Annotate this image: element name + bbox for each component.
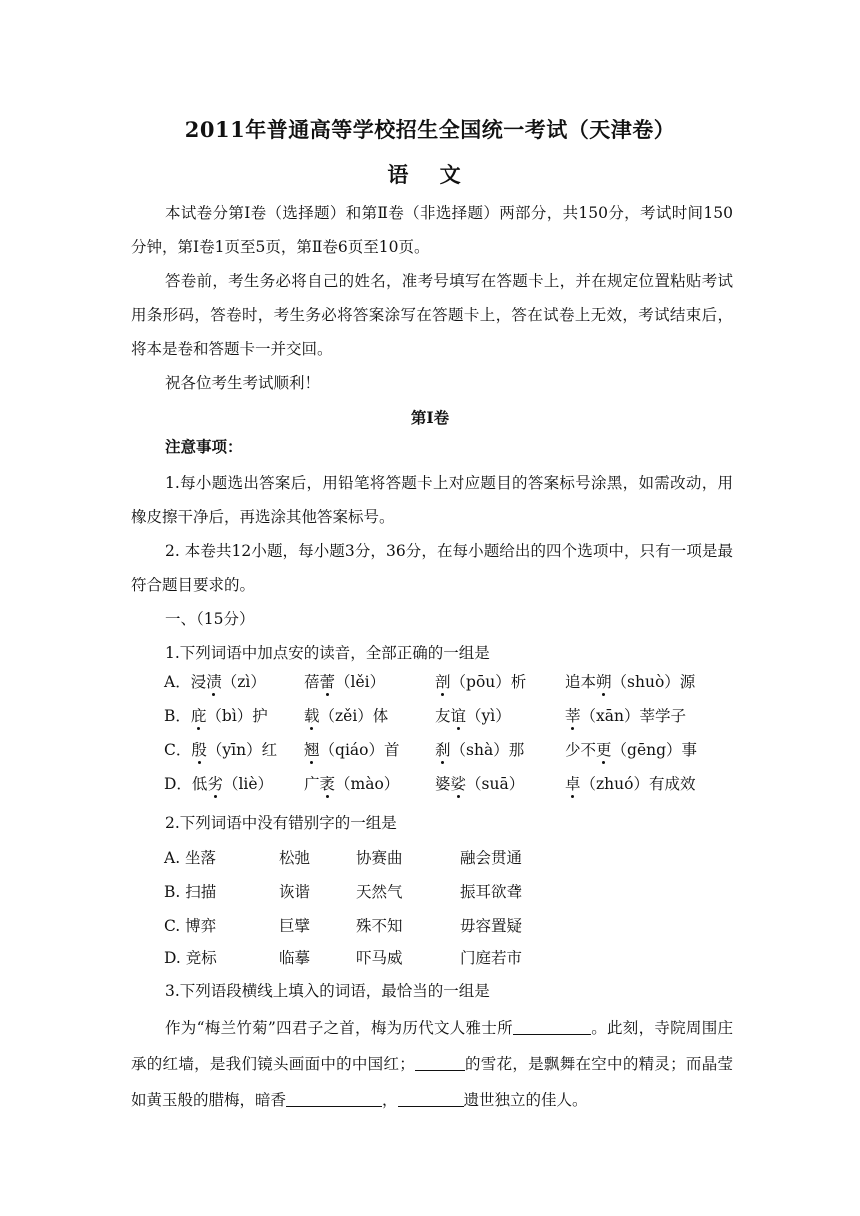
q1-option-d-item-3: 婆娑（suā） — [435, 775, 525, 793]
q2-option-a-word-4: 融会贯通 — [460, 849, 523, 867]
q1-option-c-item-4: 少不更（gēng）事 — [565, 741, 698, 759]
q2-option-c-word-4: 毋容置疑 — [460, 917, 523, 935]
q1-option-d-item-1: D．低劣（liè） — [164, 775, 274, 793]
q3-passage-part-2: 。此刻，寺院周围庄承的红墙，是我们镜头画面中的中国红； — [131, 1019, 733, 1073]
section-title: 第Ⅰ卷 — [410, 408, 450, 427]
q2-option-d-word-3: 吓马威 — [356, 949, 403, 967]
q1-option-c-item-2: 翘（qiáo）首 — [304, 741, 400, 759]
q1-option-c-item-1: C．殷（yīn）红 — [164, 741, 278, 759]
subject-heading: 语 文 — [387, 162, 473, 187]
q1-option-d-item-2: 广袤（mào） — [304, 775, 400, 793]
q1-option-a-item-1: A．浸渍（zì） — [164, 673, 266, 691]
q3-blank-1 — [513, 1018, 591, 1035]
part-one-heading: 一、（15分） — [165, 610, 255, 628]
intro-paragraph-3: 祝各位考生考试顺利！ — [165, 374, 321, 392]
q3-passage-part-1: 作为“梅兰竹菊”四君子之首，梅为历代文人雅士所 — [165, 1019, 513, 1037]
q1-option-a-item-2: 蓓蕾（lěi） — [304, 673, 386, 691]
q1-option-d-item-4: 卓（zhuó）有成效 — [565, 775, 696, 793]
notice-item-2: 2. 本卷共12小题，每小题3分，36分，在每小题给出的四个选项中，只有一项是最符合题目要求的。 — [131, 542, 733, 594]
q1-option-b-item-1: B．庇（bì）护 — [164, 707, 268, 725]
q3-blank-3 — [286, 1090, 382, 1107]
exam-title: 2011年普通高等学校招生全国统一考试（天津卷） — [184, 117, 676, 142]
q3-blank-4 — [398, 1090, 464, 1107]
q1-option-b-item-2: 载（zěi）体 — [304, 707, 389, 725]
q2-option-c-word-2: 巨擘 — [279, 917, 311, 935]
q1-option-b-item-4: 莘（xān）莘学子 — [565, 707, 686, 725]
notice-heading: 注意事项： — [165, 437, 243, 456]
q2-stem: 2.下列词语中没有错别字的一组是 — [165, 814, 397, 832]
q2-option-b-word-2: 诙谐 — [279, 883, 311, 901]
q3-passage — [131, 1010, 733, 1118]
q2-option-d-word-2: 临摹 — [279, 949, 311, 967]
q2-option-c-label: C. 博弈 — [164, 917, 217, 935]
q2-option-a-word-2: 松弛 — [279, 849, 311, 867]
q2-option-a-word-3: 协赛曲 — [356, 849, 403, 867]
q2-option-b-word-3: 天然气 — [356, 883, 403, 901]
intro-paragraph-2: 答卷前，考生务必将自己的姓名，准考号填写在答题卡上，并在规定位置粘贴考试用条形码，答卷时，考生务必将答案涂写在答题卡上，答在试卷上无效，考试结束后，将本是卷和答题卡一并交回。 — [131, 272, 733, 358]
q1-option-a-item-3: 剖（pōu）析 — [435, 673, 527, 691]
q2-option-a-label: A. 坐落 — [164, 849, 217, 867]
q2-option-d-label: D. 竞标 — [164, 949, 217, 967]
q1-option-b-item-3: 友谊（yì） — [435, 707, 511, 725]
q2-option-b-label: B. 扫描 — [164, 883, 217, 901]
notice-item-1: 1.每小题选出答案后，用铅笔将答题卡上对应题目的答案标号涂黑，如需改动，用橡皮擦干净后，再选涂其他答案标号。 — [131, 474, 733, 526]
q3-blank-2 — [415, 1054, 465, 1071]
q3-stem: 3.下列语段横线上填入的词语，最恰当的一组是 — [165, 982, 490, 1000]
q3-passage-part-4: ， — [382, 1091, 398, 1109]
q2-option-b-word-4: 振耳欲聋 — [460, 883, 523, 901]
q3-passage-part-5: 遗世独立的佳人。 — [463, 1091, 588, 1109]
q3-passage-part-3: 的雪花，是飘舞在空中的精灵；而晶莹如黄玉般的腊梅，暗香 — [131, 1055, 733, 1109]
intro-paragraph-1: 本试卷分第Ⅰ卷（选择题）和第Ⅱ卷（非选择题）两部分，共150分，考试时间150分钟，第Ⅰ卷1页至5页，第Ⅱ卷6页至10页。 — [131, 204, 733, 256]
q1-option-c-item-3: 刹（shà）那 — [435, 741, 525, 759]
q2-option-c-word-3: 殊不知 — [356, 917, 403, 935]
q1-stem: 1.下列词语中加点安的读音，全部正确的一组是 — [165, 644, 490, 662]
q1-option-a-item-4: 追本朔（shuò）源 — [565, 673, 696, 691]
q2-option-d-word-4: 门庭若市 — [460, 949, 523, 967]
